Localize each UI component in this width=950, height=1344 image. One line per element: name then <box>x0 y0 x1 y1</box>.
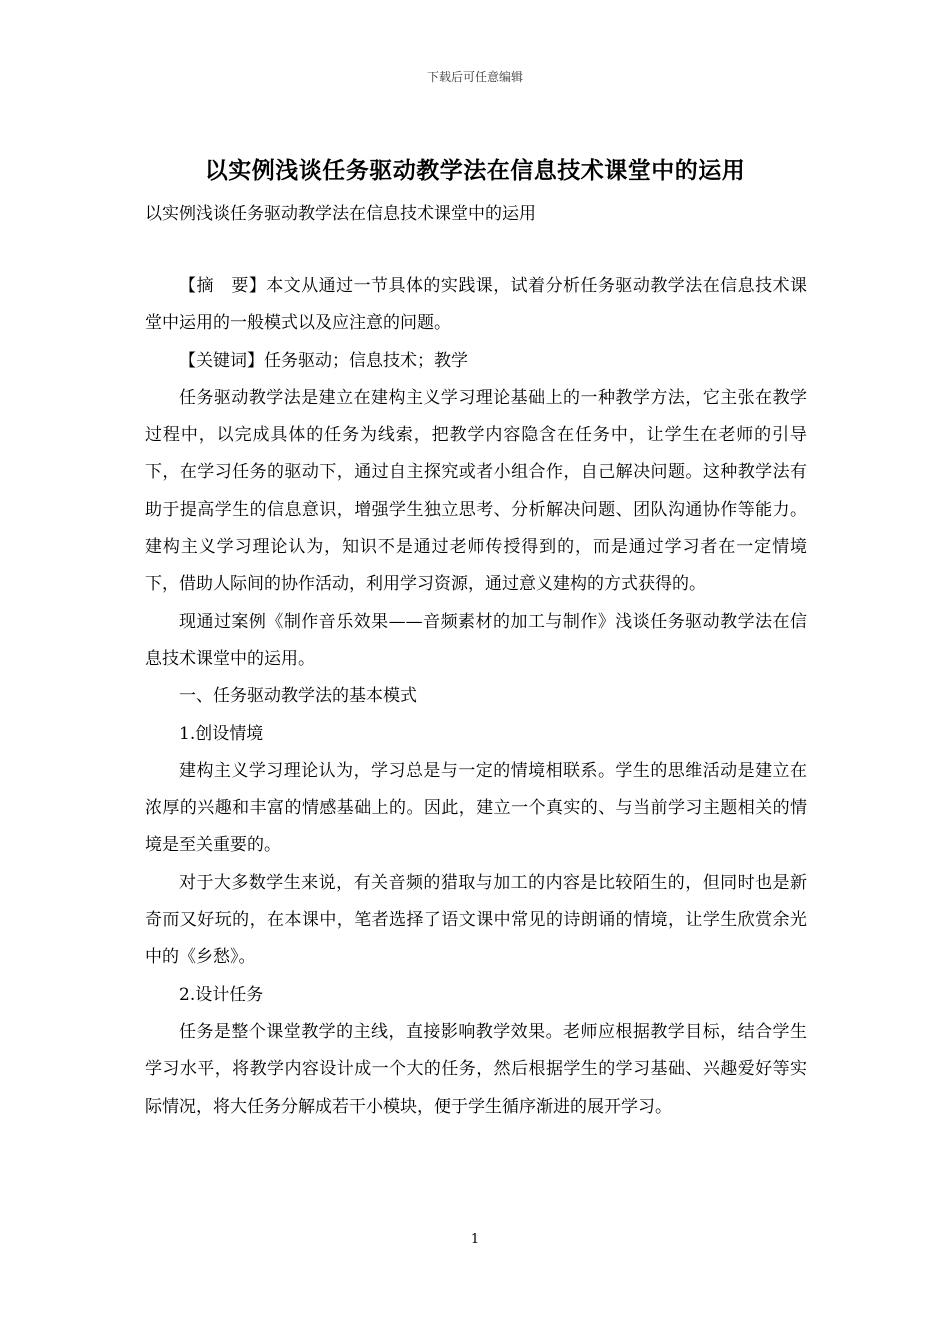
subsection-heading: 1.创设情境 <box>179 723 264 744</box>
body-paragraph: 任务是整个课堂教学的主线，直接影响教学效果。老师应根据教学目标，结合学生学习水平，将教学内容设计成一个大的任务，然后根据学生的学习基础、兴趣爱好等实际情况，将大任务分解成若干小模块，便于学生循序渐进的展开学习。 <box>145 1021 807 1117</box>
abstract-paragraph: 【摘 要】本文从通过一节具体的实践课，试着分析任务驱动教学法在信息技术课堂中运用的一般模式以及应注意的问题。 <box>145 276 807 334</box>
body-paragraph: 对于大多数学生来说，有关音频的猎取与加工的内容是比较陌生的，但同时也是新奇而又好玩的，在本课中，笔者选择了语文课中常见的诗朗诵的情境，让学生欣赏余光中的《乡愁》。 <box>145 872 807 968</box>
document-body <box>145 268 807 1126</box>
document-title: 以实例浅谈任务驱动教学法在信息技术课堂中的运用 <box>204 157 746 184</box>
page-number: 1 <box>470 1232 480 1247</box>
subsection-heading: 2.设计任务 <box>179 984 264 1005</box>
keywords-paragraph: 【关键词】任务驱动；信息技术；教学 <box>179 350 468 371</box>
body-paragraph: 任务驱动教学法是建立在建构主义学习理论基础上的一种教学方法，它主张在教学过程中，以完成具体的任务为线索，把教学内容隐含在任务中，让学生在老师的引导下，在学习任务的驱动下，通过自主探究或者小组合作，自己解决问题。这种教学法有助于提高学生的信息意识，增强学生独立思考、分析解决问题、团队沟通协作等能力。建构主义学习理论认为，知识不是通过老师传授得到的，而是通过学习者在一定情境下，借助人际间的协作活动，利用学习资源，通过意义建构的方式获得的。 <box>145 387 807 595</box>
body-paragraph: 现通过案例《制作音乐效果——音频素材的加工与制作》浅谈任务驱动教学法在信息技术课堂中的运用。 <box>145 611 807 669</box>
body-paragraph: 建构主义学习理论认为，学习总是与一定的情境相联系。学生的思维活动是建立在浓厚的兴趣和丰富的情感基础上的。因此，建立一个真实的、与当前学习主题相关的情境是至关重要的。 <box>145 760 807 856</box>
document-subtitle: 以实例浅谈任务驱动教学法在信息技术课堂中的运用 <box>145 204 536 224</box>
section-heading: 一、任务驱动教学法的基本模式 <box>179 686 417 707</box>
header-note: 下载后可任意编辑 <box>426 70 523 84</box>
